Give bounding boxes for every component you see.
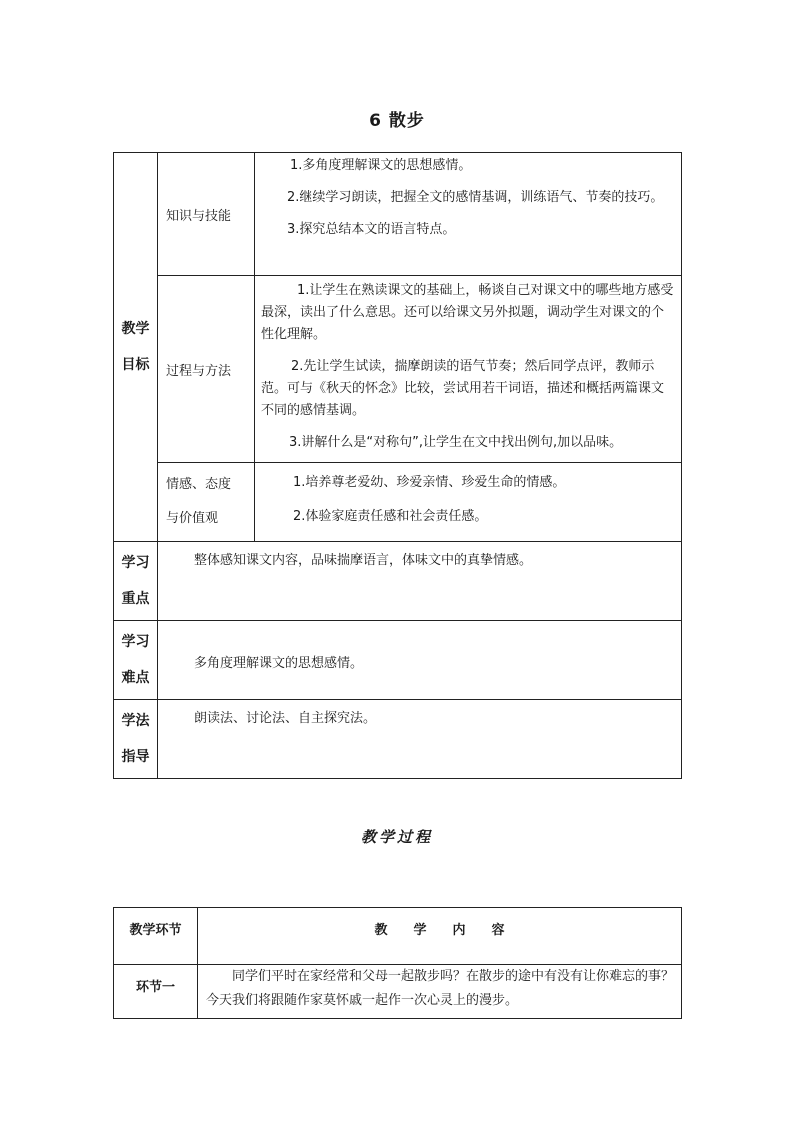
emotion-label-line1: 情感、态度	[166, 477, 232, 492]
knowledge-item-2: 2.继续学习朗读，把握全文的感情基调，训练语气、节奏的技巧。	[287, 190, 664, 205]
focus-content	[158, 542, 682, 621]
process-title: 教学过程	[360, 828, 433, 846]
method-text: 朗读法、讨论法、自主探究法。	[194, 711, 377, 726]
process-method-content	[255, 276, 682, 463]
stage-content-cell	[198, 965, 682, 1019]
difficulty-content	[158, 621, 682, 700]
process-method-label: 过程与方法	[166, 363, 232, 379]
knowledge-item-1: 1.多角度理解课文的思想感情。	[290, 158, 472, 173]
process-method-item-1: 1.让学生在熟读课文的基础上，畅谈自己对课文中的哪些地方感受最深，读出了什么意思。还可以给课文另外拟题，调动学生对课文的个性化理解。	[261, 283, 674, 342]
content-header-cell	[198, 908, 682, 965]
stage-header-cell	[114, 908, 198, 965]
process-method-item-2: 2.先让学生试读，揣摩朗读的语气节奏；然后同学点评，教师示范。可与《秋天的怀念》比较，尝试用若干词语，描述和概括两篇课文不同的感情基调。	[261, 359, 665, 418]
process-method-item-3: 3.讲解什么是“对称句”,让学生在文中找出例句,加以品味。	[289, 435, 623, 450]
content-header: 教 学 内 容	[374, 923, 505, 938]
emotion-item-1: 1.培养尊老爱幼、珍爱亲情、珍爱生命的情感。	[293, 475, 566, 490]
emotion-content	[255, 463, 682, 542]
method-head-cell	[114, 700, 158, 779]
focus-head-line2: 重点	[121, 591, 150, 607]
focus-head-cell	[114, 542, 158, 621]
emotion-label-line2: 与价值观	[166, 511, 219, 526]
process-table	[113, 907, 682, 1019]
emotion-label-cell	[158, 463, 255, 542]
focus-text: 整体感知课文内容，品味揣摩语言，体味文中的真挚情感。	[194, 553, 533, 568]
stage-header: 教学环节	[129, 923, 182, 938]
difficulty-text: 多角度理解课文的思想感情。	[194, 656, 364, 671]
stage-content-text: 同学们平时在家经常和父母一起散步吗？在散步的途中有没有让你难忘的事？今天我们将跟随作家莫怀戚一起作一次心灵上的漫步。	[206, 969, 675, 1008]
method-content	[158, 700, 682, 779]
stage-cell	[114, 965, 198, 1019]
objectives-head-line2: 目标	[121, 357, 150, 373]
difficulty-head-line2: 难点	[121, 670, 150, 686]
method-head-line1: 学法	[121, 713, 150, 729]
knowledge-content	[255, 153, 682, 276]
knowledge-label-cell	[158, 153, 255, 276]
difficulty-head-cell	[114, 621, 158, 700]
focus-head-line1: 学习	[121, 555, 150, 571]
objectives-head-line1: 教学	[121, 321, 150, 337]
page-title: 6 散步	[369, 111, 425, 131]
stage-label: 环节一	[135, 980, 175, 995]
emotion-item-2: 2.体验家庭责任感和社会责任感。	[293, 509, 488, 524]
method-head-line2: 指导	[121, 749, 150, 765]
objectives-head-cell	[114, 153, 158, 542]
knowledge-label: 知识与技能	[166, 208, 232, 224]
objectives-table	[113, 152, 682, 779]
process-method-label-cell	[158, 276, 255, 463]
difficulty-head-line1: 学习	[121, 634, 150, 650]
knowledge-item-3: 3.探究总结本文的语言特点。	[287, 222, 456, 237]
